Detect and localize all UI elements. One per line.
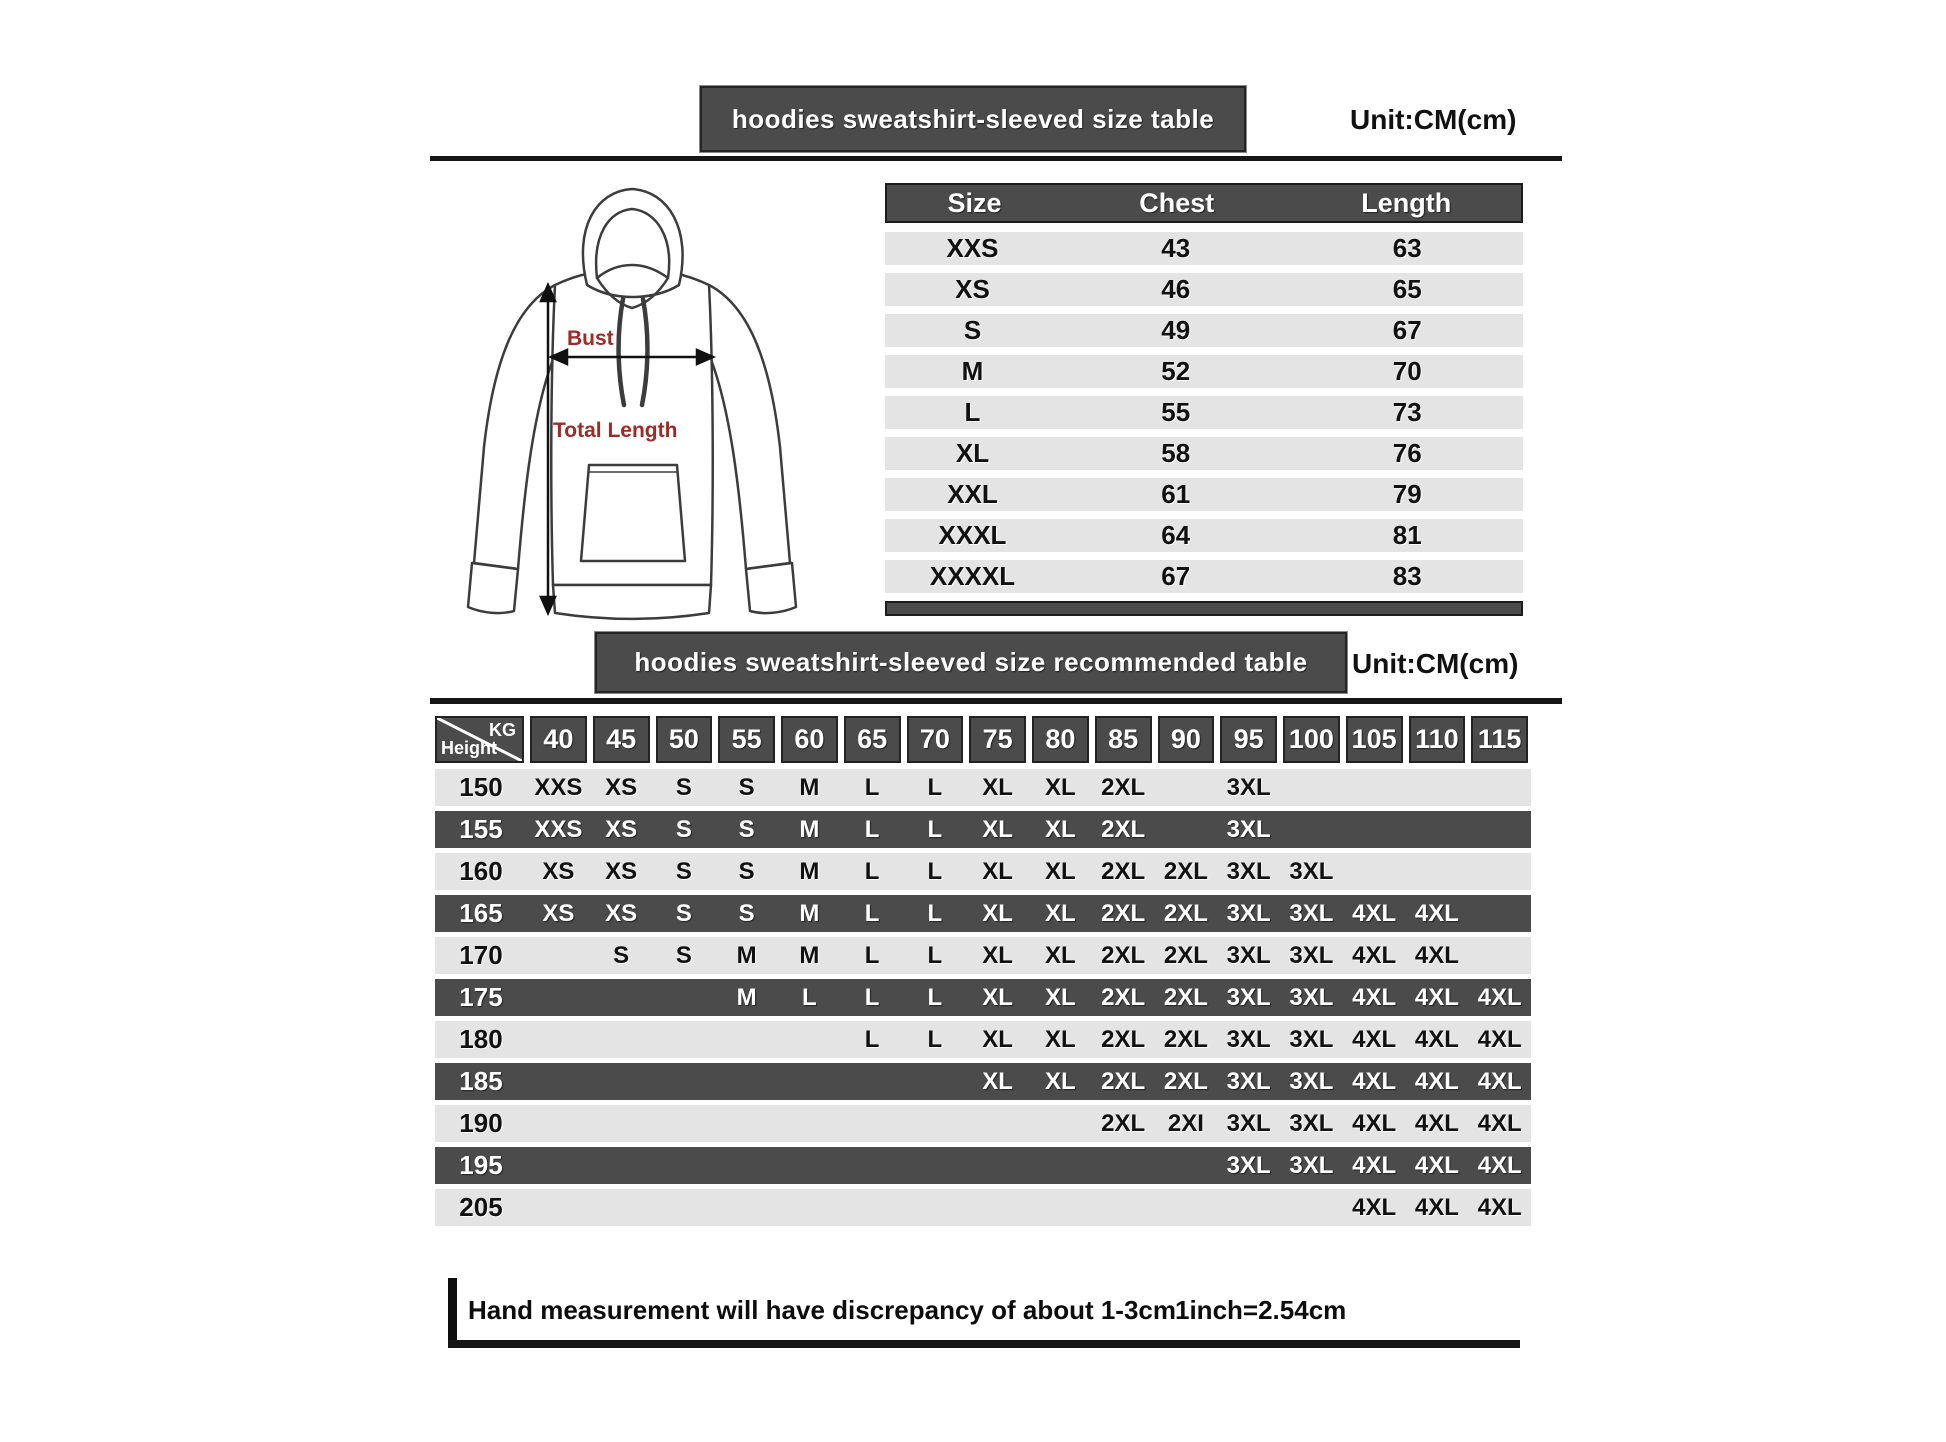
hoodie-diagram <box>432 165 832 635</box>
size-table-row <box>885 232 1523 265</box>
matrix-cell: M <box>799 941 820 969</box>
matrix-cell: 2XL <box>1101 941 1146 969</box>
weight-header-cell: 65 <box>844 716 901 763</box>
height-label: 185 <box>459 1066 503 1096</box>
matrix-cell: 3XL <box>1226 1067 1271 1095</box>
matrix-cell: XL <box>982 1025 1013 1053</box>
matrix-cell: L <box>864 899 880 927</box>
divider-line-top <box>430 156 1562 161</box>
weight-header-cell: 105 <box>1346 716 1403 763</box>
matrix-cell: XS <box>605 773 638 801</box>
right-cuff <box>746 563 796 613</box>
height-label: 160 <box>459 856 503 886</box>
matrix-row <box>435 937 1531 974</box>
table1-title: hoodies sweatshirt-sleeved size table <box>700 86 1246 152</box>
matrix-cell: XS <box>542 899 575 927</box>
size-table-row <box>885 478 1523 511</box>
matrix-cell: 3XL <box>1226 773 1271 801</box>
total-length-label: Total Length <box>553 419 678 442</box>
size-table-cell: 65 <box>1392 274 1422 304</box>
height-label: 170 <box>459 940 503 970</box>
matrix-cell: M <box>799 857 820 885</box>
matrix-cell: L <box>864 983 880 1011</box>
matrix-cell: 4XL <box>1414 1151 1459 1179</box>
matrix-cell: 4XL <box>1414 983 1459 1011</box>
size-table-cell: 55 <box>1161 397 1191 427</box>
col-header-length: Length <box>1361 187 1452 218</box>
matrix-cell: 4XL <box>1477 1025 1522 1053</box>
matrix-cell: 3XL <box>1289 899 1334 927</box>
size-table-cell: S <box>963 315 982 345</box>
col-header-chest: Chest <box>1139 187 1215 218</box>
size-table-cell: 76 <box>1392 438 1422 468</box>
matrix-row <box>435 1147 1531 1184</box>
matrix-cell: L <box>927 983 943 1011</box>
size-table-cell: 70 <box>1392 356 1422 386</box>
matrix-cell: XL <box>1045 1025 1076 1053</box>
matrix-cell: L <box>927 1025 943 1053</box>
bust-label: Bust <box>567 327 614 350</box>
matrix-cell: XL <box>982 815 1013 843</box>
matrix-row <box>435 769 1531 806</box>
size-table-cell: 63 <box>1392 233 1422 263</box>
matrix-cell: XS <box>605 899 638 927</box>
matrix-cell: XL <box>1045 899 1076 927</box>
footer-conversion: 1inch=2.54cm <box>1175 1294 1347 1325</box>
matrix-cell: 3XL <box>1226 1151 1271 1179</box>
size-table-row <box>885 437 1523 470</box>
matrix-cell: S <box>675 857 692 885</box>
matrix-cell: 4XL <box>1352 1025 1397 1053</box>
matrix-cell: L <box>927 815 943 843</box>
matrix-cell: XL <box>1045 1067 1076 1095</box>
right-sleeve <box>708 285 790 569</box>
left-sleeve <box>474 285 556 569</box>
matrix-cell: L <box>864 1025 880 1053</box>
matrix-cell: L <box>864 815 880 843</box>
matrix-cell: 4XL <box>1414 1193 1459 1221</box>
matrix-cell: 4XL <box>1352 1193 1397 1221</box>
size-table-cell: 79 <box>1392 479 1422 509</box>
weight-header-cell: 60 <box>781 716 838 763</box>
matrix-cell: 2XL <box>1163 857 1208 885</box>
matrix-cell: 4XL <box>1414 941 1459 969</box>
matrix-cell: 2XL <box>1163 899 1208 927</box>
matrix-row <box>435 1063 1531 1100</box>
matrix-cell: S <box>738 899 755 927</box>
matrix-cell: 4XL <box>1352 1067 1397 1095</box>
height-label: 175 <box>459 982 503 1012</box>
col-header-size: Size <box>947 187 1002 218</box>
matrix-cell: 2XL <box>1101 1109 1146 1137</box>
matrix-cell: 3XL <box>1289 941 1334 969</box>
matrix-cell: XL <box>982 773 1013 801</box>
footer-note: Hand measurement will have discrepancy of about 1-3cm <box>468 1294 1177 1325</box>
matrix-cell: S <box>613 941 630 969</box>
matrix-cell: L <box>927 899 943 927</box>
table1-unit: Unit:CM(cm) <box>1350 104 1517 135</box>
matrix-cell: 2XL <box>1163 1025 1208 1053</box>
matrix-cell: M <box>799 899 820 927</box>
matrix-cell: 2XL <box>1101 899 1146 927</box>
matrix-cell: 4XL <box>1414 1025 1459 1053</box>
matrix-cell: 2XL <box>1163 983 1208 1011</box>
size-table-row <box>885 519 1523 552</box>
arrowhead-down <box>541 597 555 613</box>
matrix-row <box>435 1189 1531 1226</box>
weight-header-cell: 100 <box>1283 716 1340 763</box>
hem-band <box>553 585 711 619</box>
weight-header-cell: 50 <box>656 716 713 763</box>
matrix-cell: S <box>675 899 692 927</box>
size-table-cell: XXXXL <box>929 561 1016 591</box>
matrix-cell: 3XL <box>1226 899 1271 927</box>
matrix-cell: S <box>738 815 755 843</box>
corner-kg-label: KG <box>489 720 516 740</box>
size-table-cell: L <box>964 397 981 427</box>
matrix-cell: 3XL <box>1226 815 1271 843</box>
matrix-row <box>435 853 1531 890</box>
size-table-cell: 67 <box>1392 315 1422 345</box>
size-table-cell: 52 <box>1161 356 1191 386</box>
matrix-cell: XS <box>542 857 575 885</box>
matrix-cell: XL <box>982 899 1013 927</box>
weight-header-cell: 45 <box>593 716 650 763</box>
matrix-cell: 2XL <box>1101 815 1146 843</box>
size-table-header <box>885 183 1523 223</box>
weight-header-cell: 115 <box>1471 716 1528 763</box>
matrix-cell: M <box>799 815 820 843</box>
weight-header-cell: 110 <box>1409 716 1466 763</box>
weight-header-cell: 55 <box>718 716 775 763</box>
matrix-cell: 4XL <box>1477 983 1522 1011</box>
matrix-cell: 4XL <box>1477 1151 1522 1179</box>
size-table-cell: 61 <box>1161 479 1191 509</box>
matrix-cell: 2XL <box>1163 1067 1208 1095</box>
size-table-cell: XL <box>955 438 990 468</box>
matrix-cell: 2XI <box>1167 1109 1204 1137</box>
size-table-row <box>885 560 1523 593</box>
matrix-cell: 3XL <box>1289 983 1334 1011</box>
size-table-cell: XXXL <box>938 520 1007 550</box>
footer-left-bar <box>448 1278 457 1348</box>
matrix-cell: L <box>864 857 880 885</box>
size-table-cell: XXL <box>947 479 998 509</box>
corner-height-label: Height <box>441 738 497 758</box>
height-label: 165 <box>459 898 503 928</box>
size-table-cell: M <box>961 356 984 386</box>
matrix-cell: XL <box>982 983 1013 1011</box>
matrix-cell: L <box>864 941 880 969</box>
size-table-cell: 67 <box>1161 561 1191 591</box>
matrix-cell: 2XL <box>1163 941 1208 969</box>
matrix-cell: 2XL <box>1101 1025 1146 1053</box>
weight-header-cell: 90 <box>1158 716 1215 763</box>
matrix-cell: 2XL <box>1101 983 1146 1011</box>
height-label: 180 <box>459 1024 503 1054</box>
matrix-cell: M <box>736 983 757 1011</box>
left-cuff <box>468 563 518 613</box>
matrix-cell: 2XL <box>1101 773 1146 801</box>
matrix-cell: 4XL <box>1477 1193 1522 1221</box>
size-table-cell: 64 <box>1161 520 1191 550</box>
matrix-cell: 4XL <box>1414 1109 1459 1137</box>
size-table-bottom-bar <box>885 601 1523 616</box>
size-table-cell: 73 <box>1392 397 1422 427</box>
matrix-cell: 4XL <box>1352 941 1397 969</box>
size-table-cell: 58 <box>1161 438 1191 468</box>
matrix-cell: L <box>927 941 943 969</box>
matrix-cell: 2XL <box>1101 857 1146 885</box>
matrix-row <box>435 979 1531 1016</box>
matrix-cell: XL <box>1045 773 1076 801</box>
size-table-row <box>885 273 1523 306</box>
size-table-cell: XXS <box>946 233 999 263</box>
matrix-cell: 3XL <box>1226 983 1271 1011</box>
matrix-cell: L <box>927 773 943 801</box>
size-table-cell: 46 <box>1161 274 1191 304</box>
weight-header-cell: 95 <box>1220 716 1277 763</box>
size-table-row <box>885 314 1523 347</box>
size-table-row <box>885 355 1523 388</box>
matrix-cell: 3XL <box>1289 1025 1334 1053</box>
weight-header-cell: 85 <box>1095 716 1152 763</box>
matrix-cell: S <box>738 773 755 801</box>
matrix-cell: XS <box>605 815 638 843</box>
matrix-cell: XL <box>982 857 1013 885</box>
size-table <box>885 183 1523 616</box>
divider-line-bottom <box>448 1340 1520 1348</box>
matrix-cell: 3XL <box>1289 1109 1334 1137</box>
matrix-body <box>435 769 1531 1226</box>
matrix-cell: XL <box>1045 857 1076 885</box>
matrix-cell: XL <box>1045 983 1076 1011</box>
matrix-cell: 4XL <box>1414 1067 1459 1095</box>
size-table-cell: 43 <box>1161 233 1191 263</box>
matrix-cell: 3XL <box>1226 857 1271 885</box>
size-table-cell: 49 <box>1161 315 1191 345</box>
matrix-cell: XL <box>1045 941 1076 969</box>
matrix-cell: 4XL <box>1477 1109 1522 1137</box>
matrix-cell: 3XL <box>1226 1025 1271 1053</box>
size-table-cell: XS <box>955 274 990 304</box>
table2-title: hoodies sweatshirt-sleeved size recommended table <box>595 632 1347 693</box>
matrix-cell: 3XL <box>1289 1067 1334 1095</box>
matrix-cell: 3XL <box>1289 857 1334 885</box>
matrix-row <box>435 895 1531 932</box>
matrix-cell: XL <box>982 1067 1013 1095</box>
matrix-cell: 4XL <box>1352 899 1397 927</box>
table2-unit: Unit:CM(cm) <box>1352 648 1519 679</box>
height-label: 190 <box>459 1108 503 1138</box>
matrix-row <box>435 811 1531 848</box>
matrix-cell: S <box>675 941 692 969</box>
matrix-header <box>435 716 1531 763</box>
matrix-cell: 4XL <box>1352 1109 1397 1137</box>
divider-line-middle <box>430 698 1562 704</box>
matrix-cell: 4XL <box>1352 1151 1397 1179</box>
matrix-cell: L <box>927 857 943 885</box>
matrix-cell: 4XL <box>1414 899 1459 927</box>
height-label: 205 <box>459 1192 503 1222</box>
height-label: 195 <box>459 1150 503 1180</box>
height-label: 150 <box>459 772 503 802</box>
height-label: 155 <box>459 814 503 844</box>
matrix-cell: S <box>675 815 692 843</box>
matrix-cell: 3XL <box>1226 941 1271 969</box>
size-table-row <box>885 396 1523 429</box>
matrix-row <box>435 1021 1531 1058</box>
weight-header-cell: 80 <box>1032 716 1089 763</box>
weight-header-cell: 75 <box>969 716 1026 763</box>
matrix-row <box>435 1105 1531 1142</box>
matrix-cell: XL <box>1045 815 1076 843</box>
matrix-cell: S <box>675 773 692 801</box>
matrix-cell: 3XL <box>1289 1151 1334 1179</box>
matrix-cell: 4XL <box>1477 1067 1522 1095</box>
recommend-table <box>435 716 1531 1231</box>
size-table-cell: 81 <box>1392 520 1422 550</box>
size-table-rows <box>885 232 1523 593</box>
size-table-cell: 83 <box>1392 561 1422 591</box>
matrix-cell: L <box>864 773 880 801</box>
kg-height-corner-cell <box>435 716 524 763</box>
weight-header-cell: 70 <box>907 716 964 763</box>
matrix-cell: L <box>802 983 817 1011</box>
matrix-cell: M <box>799 773 820 801</box>
matrix-cell: XS <box>605 857 638 885</box>
weight-header-cell: 40 <box>530 716 587 763</box>
matrix-cell: 3XL <box>1226 1109 1271 1137</box>
matrix-cell: M <box>736 941 757 969</box>
matrix-cell: S <box>738 857 755 885</box>
matrix-cell: 4XL <box>1352 983 1397 1011</box>
matrix-cell: XXS <box>534 773 583 801</box>
matrix-cell: 2XL <box>1101 1067 1146 1095</box>
matrix-cell: XL <box>982 941 1013 969</box>
matrix-cell: XXS <box>534 815 583 843</box>
